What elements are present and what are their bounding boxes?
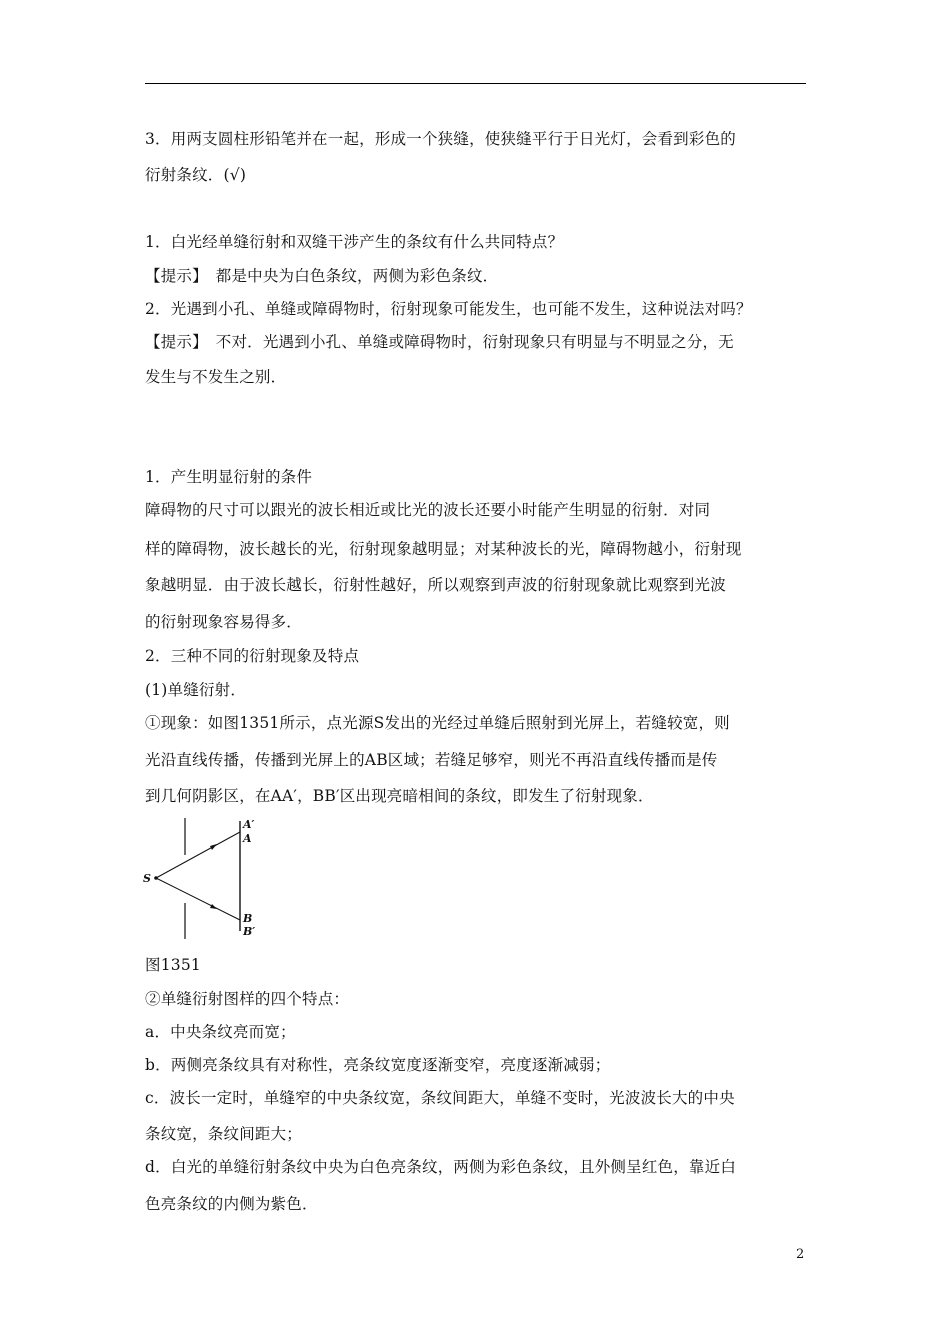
lower-ray	[156, 878, 240, 920]
list-item: 色亮条纹的内侧为紫色．	[145, 1195, 318, 1213]
hint-line: 【提示】 不对．光遇到小孔、单缝或障碍物时，衍射现象只有明显与不明显之分，无	[145, 333, 734, 351]
header-rule	[145, 83, 806, 84]
upper-ray-arrow	[210, 844, 217, 850]
paragraph-line: 样的障碍物，波长越长的光，衍射现象越明显；对某种波长的光，障碍物越小，衍射现	[145, 540, 742, 558]
section-heading: 2．三种不同的衍射现象及特点	[145, 647, 360, 665]
label-b: B	[243, 912, 253, 925]
list-item: b．两侧亮条纹具有对称性，亮条纹宽度逐渐变窄，亮度逐渐减弱；	[145, 1056, 611, 1074]
label-b-prime: B′	[243, 925, 256, 938]
subsection-heading: (1)单缝衍射．	[145, 681, 247, 699]
paragraph-line: 的衍射现象容易得多．	[145, 613, 303, 631]
hint-line: 发生与不发生之别．	[145, 368, 287, 386]
lower-ray-arrow	[210, 904, 217, 909]
upper-ray	[156, 832, 240, 878]
paragraph-line: 象越明显．由于波长越长，衍射性越好，所以观察到声波的衍射现象就比观察到光波	[145, 576, 726, 594]
paragraph-line: 衍射条纹．(√)	[145, 166, 247, 184]
label-s: S	[143, 872, 151, 885]
single-slit-diagram	[140, 815, 270, 940]
paragraph-line: 障碍物的尺寸可以跟光的波长相近或比光的波长还要小时能产生明显的衍射．对同	[145, 501, 711, 519]
paragraph-line: ①现象：如图1351所示，点光源S发出的光经过单缝后照射到光屏上，若缝较宽，则	[145, 714, 730, 732]
paragraph-line: 到几何阴影区，在AA′，BB′区出现亮暗相间的条纹，即发生了衍射现象．	[145, 787, 654, 805]
label-a: A	[243, 832, 252, 845]
label-a-prime: A′	[243, 818, 255, 831]
paragraph-line: ②单缝衍射图样的四个特点：	[145, 990, 350, 1008]
list-item: c．波长一定时，单缝窄的中央条纹宽，条纹间距大，单缝不变时，光波波长大的中央	[145, 1089, 735, 1107]
question-line: 2．光遇到小孔、单缝或障碍物时，衍射现象可能发生，也可能不发生，这种说法对吗？	[145, 300, 752, 318]
list-item: d．白光的单缝衍射条纹中央为白色亮条纹，两侧为彩色条纹，且外侧呈红色，靠近白	[145, 1158, 737, 1176]
figure-caption: 图1351	[145, 956, 201, 974]
section-heading: 1．产生明显衍射的条件	[145, 468, 313, 486]
list-item: a．中央条纹亮而宽；	[145, 1023, 296, 1041]
page-number: 2	[796, 1247, 805, 1262]
hint-line: 【提示】 都是中央为白色条纹，两侧为彩色条纹．	[145, 267, 499, 285]
list-item: 条纹宽，条纹间距大；	[145, 1125, 303, 1143]
paragraph-line: 光沿直线传播，传播到光屏上的AB区域；若缝足够窄，则光不再沿直线传播而是传	[145, 751, 718, 769]
paragraph-line: 3．用两支圆柱形铅笔并在一起，形成一个狭缝，使狭缝平行于日光灯，会看到彩色的	[145, 130, 736, 148]
question-line: 1．白光经单缝衍射和双缝干涉产生的条纹有什么共同特点？	[145, 233, 564, 251]
